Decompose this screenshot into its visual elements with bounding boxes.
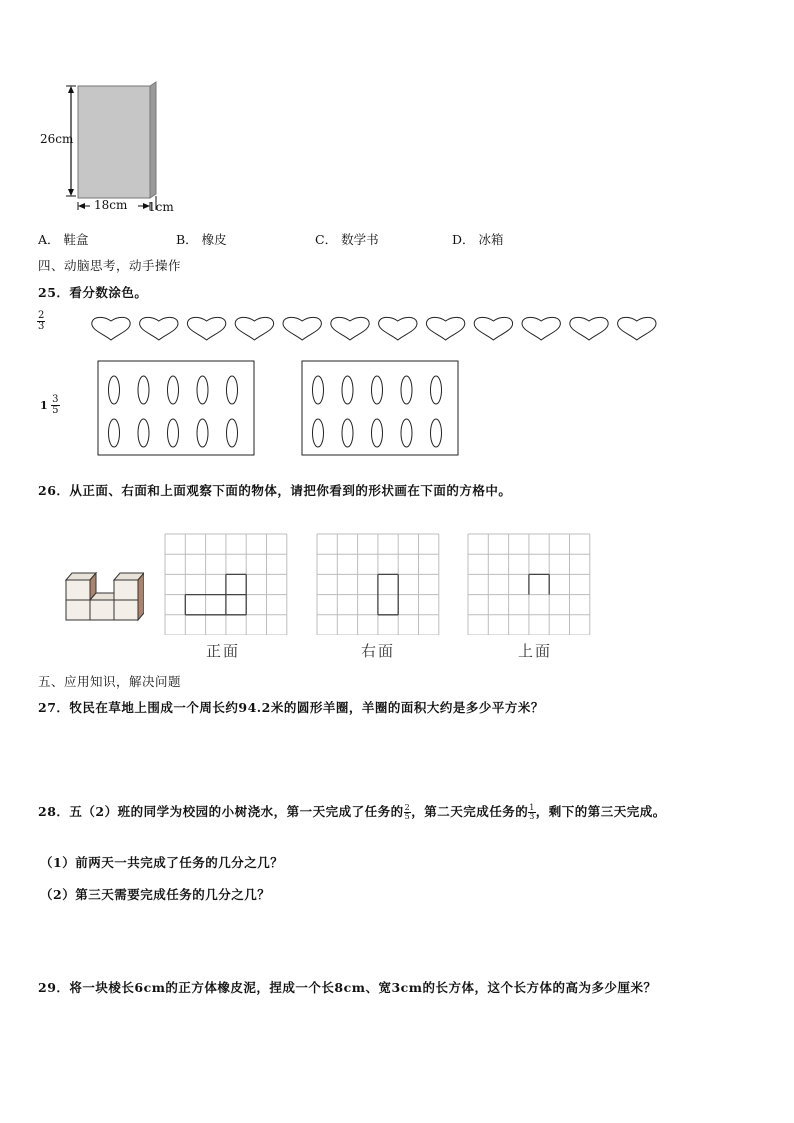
oval-box-1 — [97, 360, 255, 456]
oval-shape — [227, 376, 238, 404]
option-a: A． 鞋盒 — [38, 232, 89, 247]
width-label: 18cm — [94, 198, 128, 212]
heart-shape — [187, 317, 225, 340]
oval-shape — [168, 376, 179, 404]
question-26: 26．从正面、右面和上面观察下面的物体，请把你看到的形状画在下面的方格中。 — [38, 483, 512, 498]
question-28-sub2: （2）第三天需要完成任务的几分之几？ — [40, 887, 271, 902]
oval-shape — [227, 419, 238, 447]
question-25: 25．看分数涂色。 — [38, 285, 148, 300]
oval-shape — [109, 419, 120, 447]
oval-shape — [197, 376, 208, 404]
label-right: 右面 — [361, 642, 396, 660]
oval-shape — [372, 419, 383, 447]
label-front: 正面 — [206, 642, 241, 660]
fraction-two-thirds: $\frac{2}{3}$ — [38, 310, 45, 332]
question-28: 28．五（2）班的同学为校园的小树浇水，第一天完成了任务的 $\frac{2}{5}$ ，第二天完成任务的 $\frac{1}{3}$ ，剩下的第三天完成。 — [38, 803, 666, 821]
cube-object — [64, 568, 144, 624]
oval-shape — [431, 376, 442, 404]
height-label: 26cm — [40, 132, 74, 146]
heart-shape — [379, 317, 417, 340]
heart-shape — [474, 317, 512, 340]
heart-shape — [92, 317, 130, 340]
grid-right — [316, 533, 440, 635]
oval-shape — [401, 376, 412, 404]
heart-shape — [235, 317, 273, 340]
option-d: D． 冰箱 — [452, 232, 504, 247]
depth-label: 1cm — [148, 200, 174, 214]
label-top: 上面 — [518, 642, 553, 660]
oval-shape — [372, 376, 383, 404]
question-28-sub1: （1）前两天一共完成了任务的几分之几？ — [40, 855, 284, 870]
question-29: 29．将一块棱长6cm的正方体橡皮泥，捏成一个长8cm、宽3cm的长方体，这个长方体的高为多少厘米？ — [38, 980, 657, 995]
heart-shape — [426, 317, 464, 340]
oval-shape — [313, 376, 324, 404]
oval-shape — [431, 419, 442, 447]
section-5-heading: 五、应用知识，解决问题 — [38, 674, 182, 689]
heart-shape — [570, 317, 608, 340]
oval-shape — [342, 419, 353, 447]
heart-shape — [283, 317, 321, 340]
oval-shape — [342, 376, 353, 404]
option-c: C． 数学书 — [315, 232, 379, 247]
heart-shape — [140, 317, 178, 340]
oval-shape — [138, 376, 149, 404]
oval-shape — [168, 419, 179, 447]
heart-shape — [331, 317, 369, 340]
hearts-row — [88, 314, 663, 342]
option-b: B． 橡皮 — [176, 232, 227, 247]
grid-front — [164, 533, 288, 635]
oval-shape — [109, 376, 120, 404]
oval-shape — [197, 419, 208, 447]
oval-shape — [138, 419, 149, 447]
question-27: 27．牧民在草地上围成一个周长约94.2米的圆形羊圈，羊圈的面积大约是多少平方米？ — [38, 700, 544, 715]
oval-box-2 — [301, 360, 459, 456]
grid-top — [467, 533, 591, 635]
fraction-one-three-fifths: 1 $\frac{3}{5}$ — [40, 394, 59, 416]
oval-shape — [313, 419, 324, 447]
section-4-heading: 四、动脑思考，动手操作 — [38, 258, 182, 273]
oval-shape — [401, 419, 412, 447]
heart-shape — [618, 317, 656, 340]
heart-shape — [522, 317, 560, 340]
